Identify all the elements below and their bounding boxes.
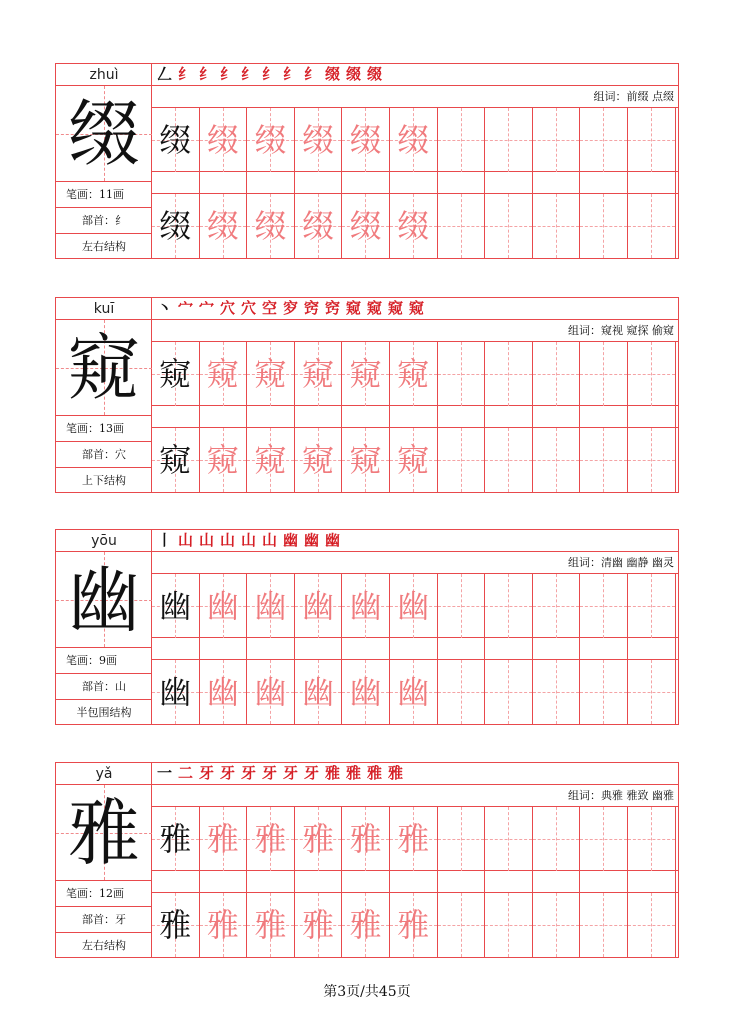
- radical-label: 部首：山: [56, 674, 152, 700]
- practice-model-char: 窥: [159, 441, 192, 479]
- practice-cell[interactable]: [342, 194, 390, 258]
- character-block: [55, 63, 679, 259]
- stroke-step: 穴: [240, 299, 256, 317]
- stroke-step: 窍: [303, 299, 319, 317]
- spacer-cell: [152, 172, 200, 194]
- practice-cell[interactable]: [390, 893, 438, 957]
- model-character-box: [56, 785, 152, 881]
- practice-model-char: 幽: [159, 673, 192, 711]
- spacer-cell: [533, 406, 581, 428]
- spacer-cell: [485, 172, 533, 194]
- trace-char: 雅: [397, 820, 430, 858]
- spacer-cell: [390, 172, 438, 194]
- practice-cell[interactable]: [390, 194, 438, 258]
- trace-char: 幽: [206, 673, 239, 711]
- practice-cell[interactable]: [533, 342, 581, 406]
- practice-cell[interactable]: [342, 660, 390, 724]
- stroke-step: 纟: [282, 65, 298, 83]
- trace-char: 雅: [302, 906, 335, 944]
- practice-cell[interactable]: [200, 108, 248, 172]
- practice-cell[interactable]: [247, 342, 295, 406]
- spacer-cell: [390, 638, 438, 660]
- practice-cell[interactable]: [247, 194, 295, 258]
- character-info-panel: [56, 64, 152, 258]
- trace-char: 幽: [206, 587, 239, 625]
- practice-model-char: 缀: [159, 121, 192, 159]
- spacer-cell: [247, 638, 295, 660]
- practice-cell[interactable]: [247, 428, 295, 492]
- practice-cell[interactable]: [342, 428, 390, 492]
- stroke-step: 幽: [303, 531, 319, 549]
- stroke-step: 窥: [345, 299, 361, 317]
- practice-cell[interactable]: [580, 807, 628, 871]
- row-spacer: [152, 638, 678, 660]
- stroke-count-label: 笔画：12画: [56, 881, 152, 907]
- practice-cell[interactable]: [152, 574, 200, 638]
- practice-cell[interactable]: [580, 428, 628, 492]
- spacer-cell: [580, 172, 628, 194]
- trace-char: 雅: [349, 906, 382, 944]
- spacer-cell: [580, 406, 628, 428]
- trace-char: 缀: [397, 207, 430, 245]
- practice-model-char: 雅: [159, 820, 192, 858]
- model-character: 缀: [67, 92, 140, 176]
- spacer-cell: [152, 406, 200, 428]
- trace-char: 窥: [397, 441, 430, 479]
- spacer-cell: [628, 406, 676, 428]
- spacer-cell: [485, 871, 533, 893]
- trace-char: 缀: [302, 207, 335, 245]
- stroke-order-sequence: [152, 530, 678, 552]
- stroke-step: 窥: [408, 299, 424, 317]
- spacer-cell: [533, 172, 581, 194]
- stroke-count-label: 笔画：11画: [56, 182, 152, 208]
- practice-cell[interactable]: [295, 574, 343, 638]
- practice-model-char: 幽: [159, 587, 192, 625]
- practice-cell[interactable]: [438, 660, 486, 724]
- radical-label: 部首：纟: [56, 208, 152, 234]
- trace-char: 缀: [349, 207, 382, 245]
- practice-cell[interactable]: [200, 342, 248, 406]
- stroke-step: 牙: [303, 764, 319, 782]
- spacer-cell: [342, 871, 390, 893]
- spacer-cell: [438, 172, 486, 194]
- spacer-cell: [152, 871, 200, 893]
- stroke-step: 丶: [156, 299, 172, 317]
- trace-char: 缀: [206, 121, 239, 159]
- practice-cell[interactable]: [152, 194, 200, 258]
- practice-cell[interactable]: [438, 342, 486, 406]
- word-examples: 组词：典雅 雅致 幽雅: [152, 785, 678, 807]
- practice-cell[interactable]: [200, 807, 248, 871]
- stroke-step: 牙: [282, 764, 298, 782]
- spacer-cell: [200, 638, 248, 660]
- practice-cell[interactable]: [628, 108, 676, 172]
- practice-cell[interactable]: [152, 893, 200, 957]
- spacer-cell: [247, 172, 295, 194]
- spacer-cell: [628, 172, 676, 194]
- practice-cell[interactable]: [628, 342, 676, 406]
- stroke-step: 幽: [282, 531, 298, 549]
- spacer-cell: [628, 638, 676, 660]
- trace-char: 雅: [206, 906, 239, 944]
- word-examples: 组词：前缀 点缀: [152, 86, 678, 108]
- spacer-cell: [580, 871, 628, 893]
- trace-char: 幽: [397, 587, 430, 625]
- practice-cell[interactable]: [628, 428, 676, 492]
- trace-char: 窥: [302, 355, 335, 393]
- practice-cell[interactable]: [438, 194, 486, 258]
- practice-cell[interactable]: [247, 660, 295, 724]
- practice-cell[interactable]: [533, 893, 581, 957]
- trace-char: 雅: [397, 906, 430, 944]
- practice-cell[interactable]: [628, 574, 676, 638]
- trace-char: 雅: [206, 820, 239, 858]
- practice-cell[interactable]: [390, 660, 438, 724]
- character-info-panel: [56, 298, 152, 492]
- row-spacer: [152, 871, 678, 893]
- spacer-cell: [342, 638, 390, 660]
- practice-cell[interactable]: [152, 660, 200, 724]
- practice-cell[interactable]: [628, 660, 676, 724]
- practice-cell[interactable]: [295, 807, 343, 871]
- stroke-step: 牙: [219, 764, 235, 782]
- trace-char: 窥: [349, 355, 382, 393]
- stroke-step: 纟: [240, 65, 256, 83]
- stroke-step: 宀: [177, 299, 193, 317]
- practice-cell[interactable]: [200, 428, 248, 492]
- trace-char: 窥: [254, 441, 287, 479]
- structure-label: 半包围结构: [76, 706, 132, 719]
- trace-char: 缀: [397, 121, 430, 159]
- row-spacer: [152, 172, 678, 194]
- radical-label: 部首：穴: [56, 442, 152, 468]
- practice-cell[interactable]: [438, 893, 486, 957]
- row-spacer: [152, 406, 678, 428]
- practice-cell[interactable]: [485, 660, 533, 724]
- trace-char: 窥: [206, 441, 239, 479]
- trace-char: 幽: [302, 587, 335, 625]
- practice-cell[interactable]: [438, 428, 486, 492]
- pinyin-label: kuī: [56, 298, 152, 320]
- stroke-step: 牙: [240, 764, 256, 782]
- spacer-cell: [485, 638, 533, 660]
- trace-char: 窥: [206, 355, 239, 393]
- stroke-order-sequence: [152, 763, 678, 785]
- practice-cell[interactable]: [342, 108, 390, 172]
- stroke-order-sequence: [152, 298, 678, 320]
- practice-cell[interactable]: [200, 893, 248, 957]
- practice-row: [152, 194, 678, 258]
- structure-label: 左右结构: [82, 939, 126, 952]
- spacer-cell: [295, 406, 343, 428]
- character-info-panel: [56, 763, 152, 957]
- practice-cell[interactable]: [628, 194, 676, 258]
- spacer-cell: [438, 638, 486, 660]
- stroke-step: 二: [177, 764, 193, 782]
- stroke-step: 𠃋: [156, 65, 172, 83]
- model-character: 幽: [67, 558, 140, 642]
- stroke-step: 山: [219, 531, 235, 549]
- spacer-cell: [342, 172, 390, 194]
- practice-cell[interactable]: [580, 108, 628, 172]
- trace-char: 窥: [254, 355, 287, 393]
- practice-cell[interactable]: [438, 807, 486, 871]
- spacer-cell: [580, 638, 628, 660]
- trace-char: 窥: [302, 441, 335, 479]
- trace-char: 幽: [349, 673, 382, 711]
- spacer-cell: [533, 871, 581, 893]
- spacer-cell: [295, 871, 343, 893]
- trace-char: 缀: [302, 121, 335, 159]
- practice-cell[interactable]: [390, 428, 438, 492]
- practice-cell[interactable]: [390, 574, 438, 638]
- practice-cell[interactable]: [485, 428, 533, 492]
- pinyin-label: yǎ: [56, 763, 152, 785]
- stroke-step: 一: [156, 764, 172, 782]
- structure-label: 左右结构: [82, 240, 126, 253]
- trace-char: 雅: [254, 820, 287, 858]
- trace-char: 缀: [254, 207, 287, 245]
- trace-char: 窥: [397, 355, 430, 393]
- practice-cell[interactable]: [485, 108, 533, 172]
- trace-char: 幽: [302, 673, 335, 711]
- stroke-step: 牙: [261, 764, 277, 782]
- trace-char: 雅: [254, 906, 287, 944]
- stroke-step: 窍: [324, 299, 340, 317]
- practice-cell[interactable]: [485, 574, 533, 638]
- stroke-step: 纟: [261, 65, 277, 83]
- structure-label: 上下结构: [82, 474, 126, 487]
- word-examples: 组词：清幽 幽静 幽灵: [152, 552, 678, 574]
- trace-char: 幽: [254, 673, 287, 711]
- stroke-step: 丨: [156, 531, 172, 549]
- practice-cell[interactable]: [342, 807, 390, 871]
- spacer-cell: [200, 172, 248, 194]
- trace-char: 雅: [349, 820, 382, 858]
- spacer-cell: [247, 871, 295, 893]
- spacer-cell: [438, 871, 486, 893]
- stroke-step: 纟: [177, 65, 193, 83]
- practice-cell[interactable]: [485, 807, 533, 871]
- practice-cell[interactable]: [628, 807, 676, 871]
- practice-cell[interactable]: [247, 807, 295, 871]
- practice-cell[interactable]: [533, 108, 581, 172]
- spacer-cell: [295, 172, 343, 194]
- practice-cell[interactable]: [485, 342, 533, 406]
- practice-row: [152, 807, 678, 871]
- practice-row: [152, 660, 678, 724]
- stroke-step: 纟: [198, 65, 214, 83]
- practice-row: [152, 893, 678, 957]
- stroke-step: 纟: [219, 65, 235, 83]
- stroke-step: 山: [198, 531, 214, 549]
- practice-cell[interactable]: [200, 660, 248, 724]
- stroke-step: 穸: [282, 299, 298, 317]
- practice-model-char: 缀: [159, 207, 192, 245]
- model-character: 窥: [67, 326, 140, 410]
- trace-char: 幽: [397, 673, 430, 711]
- practice-cell[interactable]: [390, 807, 438, 871]
- practice-cell[interactable]: [152, 342, 200, 406]
- practice-cell[interactable]: [247, 574, 295, 638]
- spacer-cell: [200, 871, 248, 893]
- stroke-step: 山: [261, 531, 277, 549]
- practice-cell[interactable]: [152, 108, 200, 172]
- word-examples: 组词：窥视 窥探 偷窥: [152, 320, 678, 342]
- stroke-step: 缀: [345, 65, 361, 83]
- practice-row: [152, 342, 678, 406]
- spacer-cell: [628, 871, 676, 893]
- stroke-step: 窥: [366, 299, 382, 317]
- practice-cell[interactable]: [247, 893, 295, 957]
- stroke-step: 窥: [387, 299, 403, 317]
- model-character-box: [56, 552, 152, 648]
- model-character-box: [56, 86, 152, 182]
- practice-cell[interactable]: [438, 108, 486, 172]
- trace-char: 窥: [349, 441, 382, 479]
- practice-cell[interactable]: [295, 108, 343, 172]
- stroke-step: 牙: [198, 764, 214, 782]
- spacer-cell: [200, 406, 248, 428]
- stroke-count-label: 笔画：9画: [56, 648, 152, 674]
- spacer-cell: [438, 406, 486, 428]
- pinyin-label: zhuì: [56, 64, 152, 86]
- spacer-cell: [295, 638, 343, 660]
- practice-cell[interactable]: [628, 893, 676, 957]
- practice-cell[interactable]: [533, 574, 581, 638]
- stroke-step: 幽: [324, 531, 340, 549]
- spacer-cell: [152, 638, 200, 660]
- practice-cell[interactable]: [485, 194, 533, 258]
- radical-label: 部首：牙: [56, 907, 152, 933]
- practice-model-char: 雅: [159, 906, 192, 944]
- stroke-step: 山: [240, 531, 256, 549]
- practice-row: [152, 574, 678, 638]
- pinyin-label: yōu: [56, 530, 152, 552]
- practice-cell[interactable]: [152, 428, 200, 492]
- stroke-order-sequence: [152, 64, 678, 86]
- spacer-cell: [390, 871, 438, 893]
- practice-cell[interactable]: [390, 108, 438, 172]
- practice-cell[interactable]: [438, 574, 486, 638]
- practice-row: [152, 428, 678, 492]
- practice-cell[interactable]: [342, 893, 390, 957]
- practice-cell[interactable]: [580, 660, 628, 724]
- practice-cell[interactable]: [390, 342, 438, 406]
- practice-cell[interactable]: [295, 893, 343, 957]
- stroke-step: 雅: [366, 764, 382, 782]
- practice-cell[interactable]: [295, 194, 343, 258]
- trace-char: 幽: [349, 587, 382, 625]
- trace-char: 幽: [254, 587, 287, 625]
- practice-cell[interactable]: [200, 574, 248, 638]
- spacer-cell: [390, 406, 438, 428]
- model-character-box: [56, 320, 152, 416]
- spacer-cell: [247, 406, 295, 428]
- stroke-step: 雅: [387, 764, 403, 782]
- spacer-cell: [533, 638, 581, 660]
- trace-char: 缀: [206, 207, 239, 245]
- practice-cell[interactable]: [295, 342, 343, 406]
- stroke-step: 空: [261, 299, 277, 317]
- trace-char: 缀: [349, 121, 382, 159]
- stroke-step: 纟: [303, 65, 319, 83]
- practice-cell[interactable]: [152, 807, 200, 871]
- character-info-panel: [56, 530, 152, 724]
- practice-cell[interactable]: [485, 893, 533, 957]
- practice-cell[interactable]: [533, 807, 581, 871]
- stroke-count-label: 笔画：13画: [56, 416, 152, 442]
- practice-model-char: 窥: [159, 355, 192, 393]
- practice-cell[interactable]: [295, 428, 343, 492]
- stroke-step: 宀: [198, 299, 214, 317]
- practice-row: [152, 108, 678, 172]
- practice-cell[interactable]: [295, 660, 343, 724]
- model-character: 雅: [67, 791, 140, 875]
- stroke-step: 山: [177, 531, 193, 549]
- practice-cell[interactable]: [342, 342, 390, 406]
- practice-cell[interactable]: [580, 574, 628, 638]
- practice-cell[interactable]: [533, 660, 581, 724]
- practice-cell[interactable]: [342, 574, 390, 638]
- stroke-step: 缀: [366, 65, 382, 83]
- practice-cell[interactable]: [200, 194, 248, 258]
- stroke-step: 雅: [324, 764, 340, 782]
- practice-cell[interactable]: [580, 893, 628, 957]
- spacer-cell: [485, 406, 533, 428]
- stroke-step: 雅: [345, 764, 361, 782]
- practice-cell[interactable]: [533, 194, 581, 258]
- character-block: [55, 529, 679, 725]
- spacer-cell: [342, 406, 390, 428]
- character-block: [55, 297, 679, 493]
- practice-cell[interactable]: [533, 428, 581, 492]
- stroke-step: 缀: [324, 65, 340, 83]
- character-block: [55, 762, 679, 958]
- practice-cell[interactable]: [580, 194, 628, 258]
- practice-cell[interactable]: [580, 342, 628, 406]
- page-footer: 第3页/共45页: [323, 984, 411, 1000]
- stroke-step: 穴: [219, 299, 235, 317]
- trace-char: 雅: [302, 820, 335, 858]
- practice-cell[interactable]: [247, 108, 295, 172]
- trace-char: 缀: [254, 121, 287, 159]
